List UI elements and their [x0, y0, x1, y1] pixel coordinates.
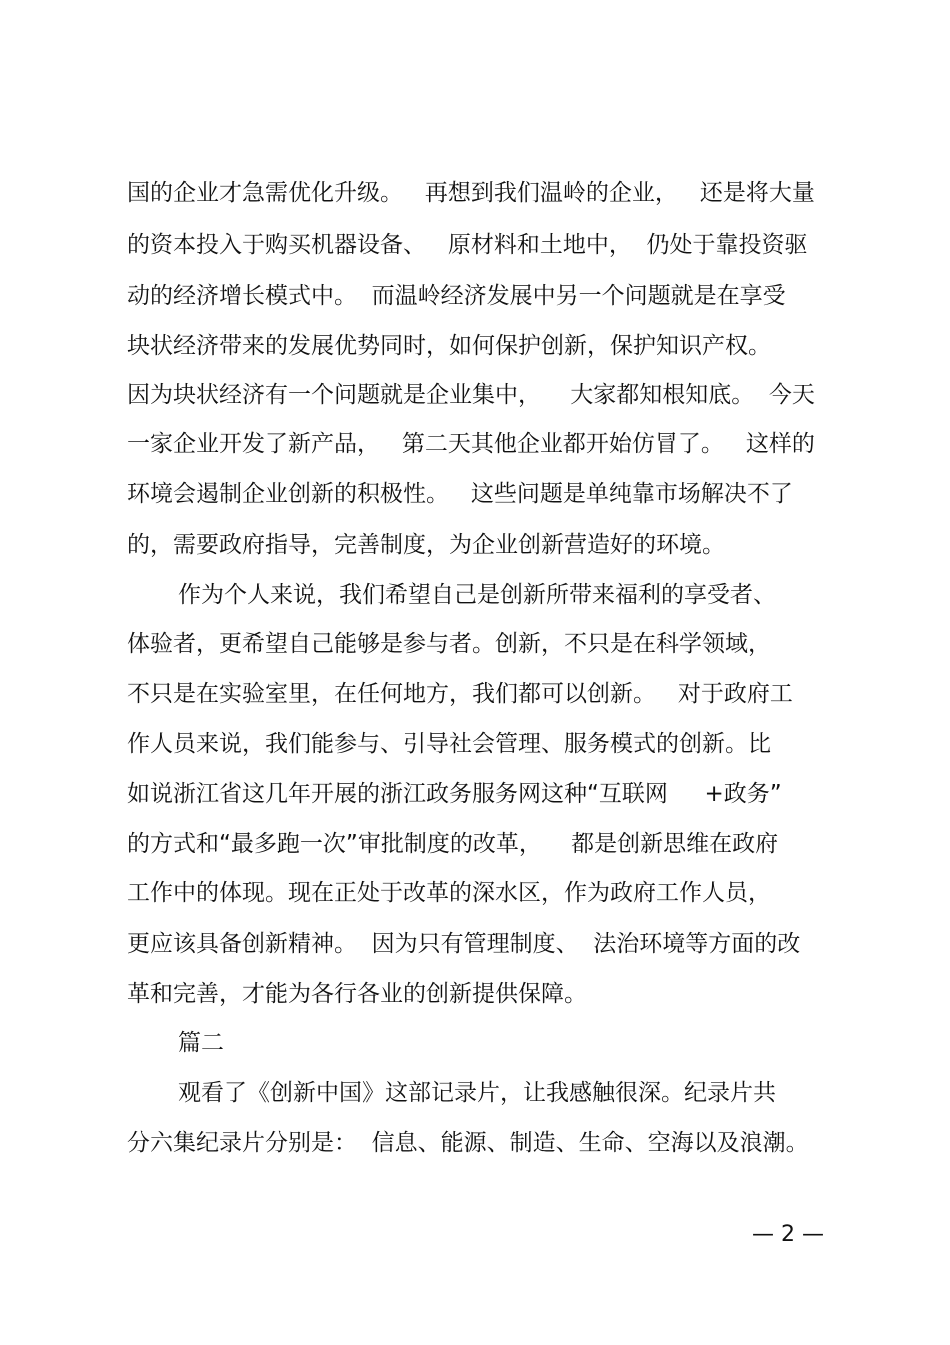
- page-number: — 2 —: [752, 1222, 824, 1247]
- text-line: 不只是在实验室里，在任何地方，我们都可以创新。 对于政府工: [127, 681, 793, 707]
- section-heading: 篇二: [178, 1030, 224, 1056]
- text-line: 的，需要政府指导，完善制度，为企业创新营造好的环境。: [127, 532, 725, 558]
- text-line: 更应该具备创新精神。 因为只有管理制度、 法治环境等方面的改: [127, 931, 801, 957]
- text-line: 块状经济带来的发展优势同时，如何保护创新，保护知识产权。: [127, 333, 771, 359]
- text-line: 体验者，更希望自己能够是参与者。创新，不只是在科学领域，: [127, 631, 771, 657]
- text-line: 如说浙江省这几年开展的浙江政务服务网这种“互联网 +政务”: [127, 781, 782, 807]
- paragraph-first-line: 作为个人来说，我们希望自己是创新所带来福利的享受者、: [178, 582, 776, 608]
- text-line: 工作中的体现。现在正处于改革的深水区，作为政府工作人员，: [127, 880, 771, 906]
- text-line: 因为块状经济有一个问题就是企业集中， 大家都知根知底。 今天: [127, 382, 815, 408]
- text-line: 革和完善，才能为各行各业的创新提供保障。: [127, 981, 587, 1007]
- text-line: 的方式和“最多跑一次”审批制度的改革， 都是创新思维在政府: [127, 831, 779, 857]
- text-line: 的资本投入于购买机器设备、 原材料和土地中， 仍处于靠投资驱: [127, 232, 808, 258]
- text-line: 一家企业开发了新产品， 第二天其他企业都开始仿冒了。 这样的: [127, 431, 815, 457]
- text-line: 动的经济增长模式中。 而温岭经济发展中另一个问题就是在享受: [127, 283, 786, 309]
- paragraph-first-line: 观看了《创新中国》这部记录片，让我感触很深。纪录片共: [178, 1080, 776, 1106]
- text-line: 环境会遏制企业创新的积极性。 这些问题是单纯靠市场解决不了: [127, 481, 793, 507]
- text-line: 作人员来说，我们能参与、引导社会管理、服务模式的创新。比: [127, 731, 771, 757]
- text-line: 国的企业才急需优化升级。 再想到我们温岭的企业， 还是将大量: [127, 180, 815, 206]
- text-line: 分六集纪录片分别是： 信息、能源、制造、生命、空海以及浪潮。: [127, 1130, 809, 1156]
